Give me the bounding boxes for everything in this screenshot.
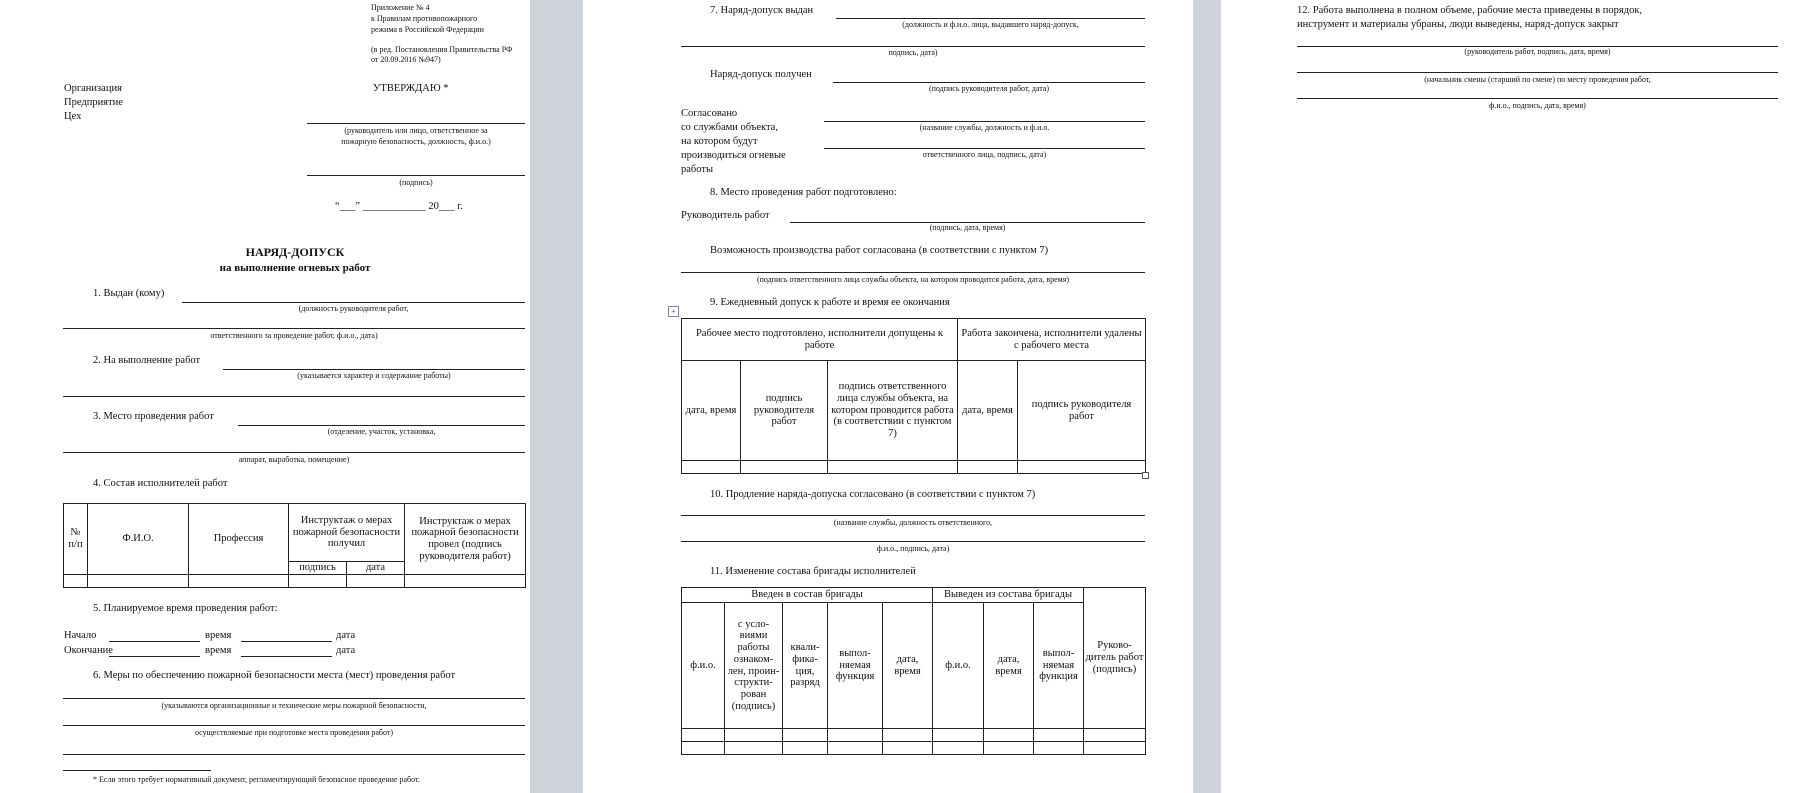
col-number: № п/п [64, 504, 88, 575]
section-12-line-2: инструмент и материалы убраны, люди выведены, наряд-допуск закрыт [1297, 19, 1619, 30]
section-7-label: 7. Наряд-допуск выдан [710, 5, 814, 16]
signature-line [307, 175, 525, 176]
start-date-line [241, 641, 332, 642]
table-row [682, 461, 1146, 474]
page-gap-right [1193, 0, 1221, 793]
col-date-time-2: дата, время [984, 603, 1034, 729]
approve-line [307, 123, 525, 124]
received-label: Наряд-допуск получен [710, 69, 812, 80]
possibility-hint: (подпись ответственного лица службы объекта, на котором проводится работа, дата, время) [756, 275, 1070, 284]
received-line [833, 82, 1145, 83]
col-conditions: с усло-виями работы ознаком-лен, проин-структи-рован (подпись) [725, 603, 783, 729]
section-7-hint-1: (должность и ф.и.о. лица, выдавшего наряд-допуск, [902, 20, 1079, 29]
section-12-line-1: 12. Работа выполнена в полном объеме, рабочие места приведены в порядок, [1297, 5, 1643, 16]
section-3-hint-1: (отделение, участок, установка, [327, 427, 436, 436]
section-12-hint-2: (начальник смены (старший по смене) по месту проведения работ, [1424, 75, 1651, 84]
table-row [682, 729, 1146, 742]
agreed-line-a [824, 121, 1145, 122]
section-1-line [182, 302, 525, 303]
section-1-hint-1: (должность руководителя работ, [298, 304, 409, 313]
section-1-label: 1. Выдан (кому) [93, 288, 165, 299]
col-work-head: Руково-дитель работ (подпись) [1084, 588, 1146, 729]
agreed-line-4: производиться огневые [681, 150, 786, 161]
page-gap-left [530, 0, 583, 793]
appendix-line-1: Приложение № 4 [371, 3, 430, 12]
col-date-time-2: дата, время [958, 361, 1018, 461]
footnote: * Если этого требует нормативный документ, регламентирующий безопасное проведение работ. [93, 775, 420, 784]
section-6-hint-2: осуществляемые при подготовке места проведения работ) [194, 728, 394, 737]
appendix-line-3: режима в Российской Федерации [371, 25, 484, 34]
col-profession: Профессия [189, 504, 289, 575]
section-10-line [681, 515, 1145, 516]
section-10-line-2 [681, 541, 1145, 542]
section-6-hint-1: (указываются организационные и технические меры пожарной безопасности, [161, 701, 427, 710]
col-signature: подпись [289, 562, 347, 575]
edition-line-2: от 20.09.2016 №947) [371, 55, 441, 64]
head-label: Руководитель работ [681, 210, 770, 221]
end-date-label: дата [336, 645, 356, 656]
start-time-label: время [205, 630, 232, 641]
header-work-finished: Работа закончена, исполнители удалены с рабочего места [958, 319, 1146, 361]
section-3-line [238, 425, 525, 426]
possibility-line [681, 272, 1145, 273]
document-page-2 [583, 0, 1193, 793]
section-2-label: 2. На выполнение работ [93, 355, 201, 366]
table-move-handle-icon[interactable]: + [668, 306, 679, 317]
edition-line-1: (в ред. Постановления Правительства РФ [371, 45, 513, 54]
col-function-2: выпол-няемая функция [1034, 603, 1084, 729]
agreed-hint-2: ответственного лица, подпись, дата) [922, 150, 1047, 159]
start-date-label: дата [336, 630, 356, 641]
table-resize-handle-icon[interactable] [1142, 472, 1149, 479]
col-qualification: квали-фика-ция, разряд [783, 603, 828, 729]
section-2-line [223, 369, 525, 370]
org-label: Организация [64, 83, 122, 94]
col-head-signature-2: подпись руководителя работ [1018, 361, 1146, 461]
signature-hint: (подпись) [399, 178, 433, 187]
document-page-1 [0, 0, 530, 793]
end-time-line [109, 656, 200, 657]
document-subtitle: на выполнение огневых работ [219, 262, 371, 274]
section-12-hint-3: ф.и.о., подпись, дата, время) [1489, 101, 1586, 110]
start-time-line [109, 641, 200, 642]
document-title: НАРЯД-ДОПУСК [245, 245, 345, 259]
agreed-hint-1: (название службы, должность и ф.и.о. [919, 123, 1050, 132]
section-1-line-2 [63, 328, 525, 329]
section-6-line-2 [63, 725, 525, 726]
approve-hint-2: пожарную безопасность, должность, ф.и.о.) [341, 137, 491, 146]
document-page-3 [1221, 0, 1817, 793]
section-3-line-2 [63, 452, 525, 453]
end-time-label: время [205, 645, 232, 656]
daily-admission-table [681, 318, 1146, 474]
col-date-time: дата, время [883, 603, 933, 729]
section-6-line [63, 698, 525, 699]
col-instruction-received: Инструктаж о мерах пожарной безопасности получил [289, 504, 405, 562]
approve-heading: УТВЕРЖДАЮ * [373, 83, 449, 94]
col-function: выпол-няемая функция [828, 603, 883, 729]
section-7-hint-2: подпись, дата) [888, 48, 938, 57]
section-10-hint-2: ф.и.о., подпись, дата) [876, 544, 950, 553]
possibility-text: Возможность производства работ согласована (в соответствии с пунктом 7) [710, 245, 1049, 256]
agreed-line-1: Согласовано [681, 108, 738, 119]
col-date: дата [347, 562, 405, 575]
section-10-label: 10. Продление наряда-допуска согласовано (в соответствии с пунктом 7) [710, 489, 1036, 500]
start-label: Начало [64, 630, 97, 641]
col-service-signature: подпись ответственного лица службы объекта, на котором проводится работа (в соответствии с пунктом 7) [828, 361, 958, 461]
header-added: Введен в состав бригады [682, 588, 933, 603]
section-4-label: 4. Состав исполнителей работ [93, 478, 228, 489]
col-head-signature: подпись руководителя работ [741, 361, 828, 461]
enterprise-label: Предприятие [64, 97, 123, 108]
agreed-line-b [824, 148, 1145, 149]
col-fio: Ф.И.О. [88, 504, 189, 575]
section-6-line-3 [63, 754, 525, 755]
col-fio: ф.и.о. [682, 603, 725, 729]
workshop-label: Цех [64, 111, 82, 122]
section-1-hint-2: ответственного за проведение работ, ф.и.о., дата) [210, 331, 378, 340]
col-fio-2: ф.и.о. [933, 603, 984, 729]
section-9-label: 9. Ежедневный допуск к работе и время ее окончания [710, 297, 950, 308]
col-date-time: дата, время [682, 361, 741, 461]
section-6-label: 6. Меры по обеспечению пожарной безопасности места (мест) проведения работ [93, 670, 456, 681]
col-instruction-given: Инструктаж о мерах пожарной безопасности провел (подпись руководителя работ) [405, 504, 526, 575]
appendix-line-2: к Правилам противопожарного [371, 14, 478, 23]
section-10-hint-1: (название службы, должность ответственного, [833, 518, 993, 527]
section-3-label: 3. Место проведения работ [93, 411, 214, 422]
table-row [682, 742, 1146, 755]
section-12-hint-1: (руководитель работ, подпись, дата, время) [1464, 47, 1611, 56]
section-3-hint-2: аппарат, выработка, помещение) [238, 455, 350, 464]
section-11-label: 11. Изменение состава бригады исполнителей [710, 566, 916, 577]
end-label: Окончание [64, 645, 113, 656]
approve-hint-1: (руководитель или лицо, ответственное за [344, 126, 488, 135]
section-2-line-2 [63, 396, 525, 397]
section-8-label: 8. Место проведения работ подготовлено: [710, 187, 897, 198]
section-5-label: 5. Планируемое время проведения работ: [93, 603, 278, 614]
workers-table [63, 503, 526, 588]
agreed-line-3: на котором будут [681, 136, 758, 147]
section-12-line-b [1297, 72, 1778, 73]
section-7-line [836, 18, 1145, 19]
table-row [64, 575, 526, 588]
approve-date: “___” ____________ 20___ г. [335, 201, 463, 212]
section-7-line-2 [681, 46, 1145, 47]
agreed-line-5: работы [681, 164, 714, 175]
header-workplace-ready: Рабочее место подготовлено, исполнители допущены к работе [682, 319, 958, 361]
footnote-separator [63, 770, 211, 771]
header-removed: Выведен из состава бригады [933, 588, 1084, 603]
agreed-line-2: со службами объекта, [681, 122, 778, 133]
section-2-hint: (указывается характер и содержание работы) [297, 371, 451, 380]
end-date-line [241, 656, 332, 657]
head-hint: (подпись, дата, время) [929, 223, 1006, 232]
section-12-line-c [1297, 98, 1778, 99]
crew-change-table [681, 587, 1146, 755]
received-hint: (подпись руководителя работ, дата) [928, 84, 1050, 93]
